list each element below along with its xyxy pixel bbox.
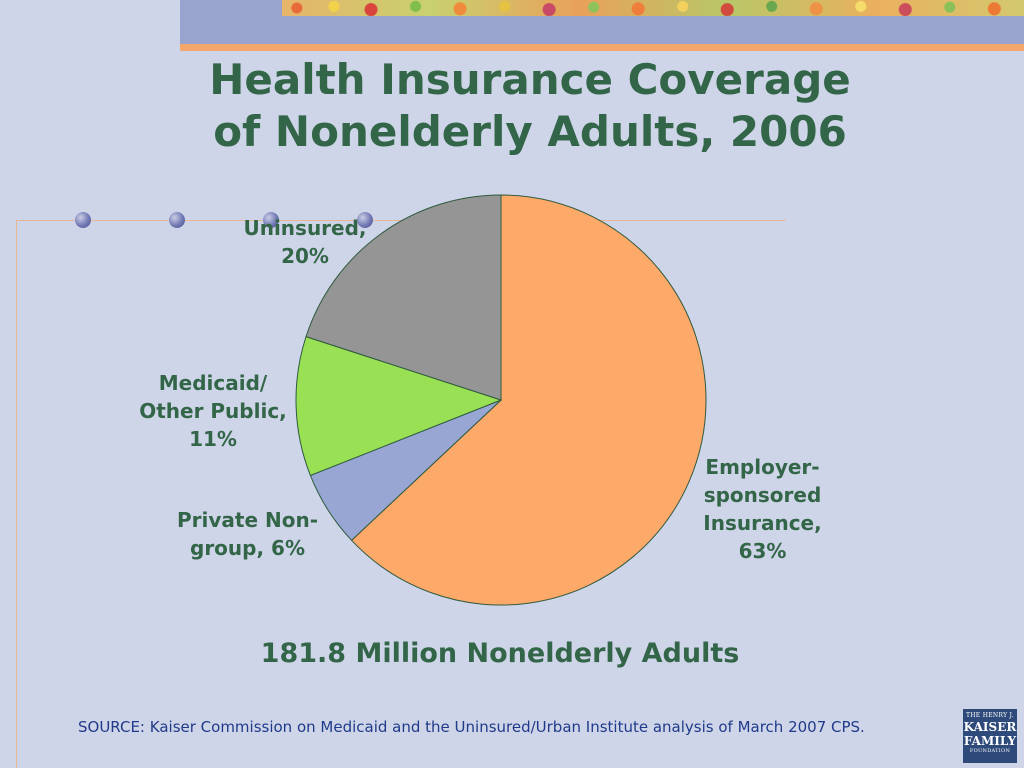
logo-line-2: KAISER	[963, 720, 1017, 734]
logo-line-3: FAMILY	[963, 734, 1017, 748]
pie-label-uninsured: Uninsured, 20%	[243, 216, 367, 268]
pie-label-employer: Employer- sponsored Insurance, 63%	[703, 455, 822, 563]
logo-line-1: THE HENRY J.	[965, 712, 1015, 719]
slide-title: Health Insurance Coverage of Nonelderly Adults, 2006	[209, 55, 851, 156]
source-note: SOURCE: Kaiser Commission on Medicaid and the Uninsured/Urban Institute analysis of March 2007 CPS.	[78, 718, 865, 736]
chart-subtitle: 181.8 Million Nonelderly Adults	[260, 638, 740, 669]
pie-label-private-nongroup: Private Non- group, 6%	[176, 508, 318, 560]
logo-line-4: FOUNDATION	[969, 748, 1011, 754]
kaiser-family-foundation-logo	[963, 709, 1017, 763]
pie-label-medicaid: Medicaid/ Other Public, 11%	[139, 371, 287, 451]
